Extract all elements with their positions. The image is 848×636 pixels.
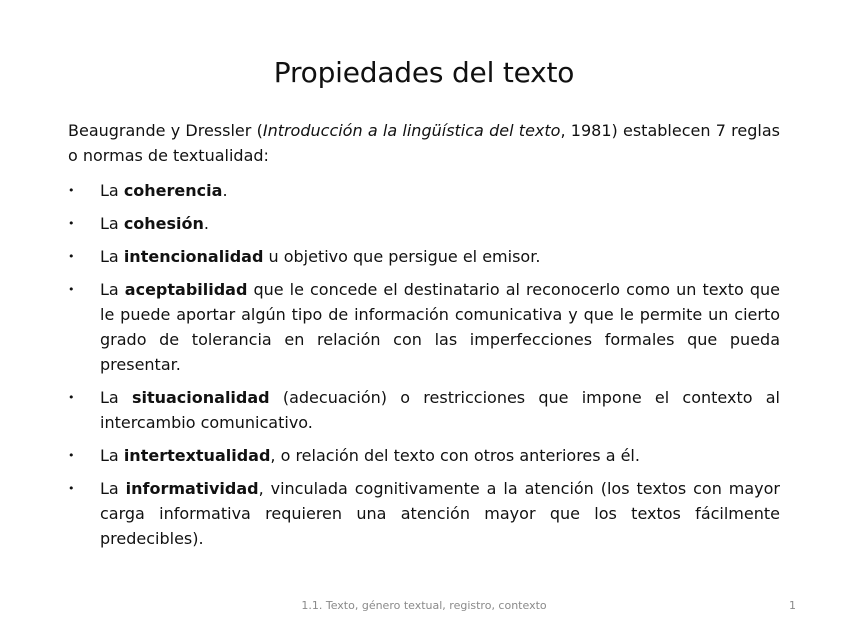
footer-section-title: 1.1. Texto, género textual, registro, contexto bbox=[301, 599, 547, 612]
list-item-aceptabilidad bbox=[68, 277, 780, 377]
list-item-intertextualidad bbox=[68, 443, 780, 468]
item-description: que le concede el destinatario al reconocerlo como un texto que le puede aportar algún tipo de información comunicativa y que le permite un cierto grado de tolerancia en relación con las imperfecciones formales que pueda presentar. bbox=[100, 280, 780, 374]
list-item-situacionalidad bbox=[68, 385, 780, 435]
list-item-intencionalidad bbox=[68, 244, 780, 269]
list-item-coherencia bbox=[68, 178, 780, 203]
item-prefix: La bbox=[100, 479, 126, 498]
bullet-icon: • bbox=[68, 391, 75, 404]
item-prefix: La bbox=[100, 280, 125, 299]
bullet-icon: • bbox=[68, 184, 75, 197]
textuality-norms-list bbox=[68, 178, 780, 551]
item-term: coherencia bbox=[123, 181, 223, 200]
item-description: . bbox=[203, 214, 210, 233]
page-number: 1 bbox=[789, 599, 796, 612]
item-prefix: La bbox=[100, 247, 124, 266]
item-prefix: La bbox=[100, 181, 124, 200]
item-prefix: La bbox=[100, 446, 124, 465]
item-term: aceptabilidad bbox=[124, 280, 248, 299]
item-prefix: La bbox=[100, 388, 132, 407]
item-term: informatividad bbox=[125, 479, 259, 498]
item-term: intertextualidad bbox=[123, 446, 271, 465]
intro-text-end: , 1981) establecen 7 reglas o normas de textualidad: bbox=[68, 121, 780, 165]
item-term: cohesión bbox=[123, 214, 204, 233]
bullet-icon: • bbox=[68, 283, 75, 296]
bullet-icon: • bbox=[68, 250, 75, 263]
item-description: , o relación del texto con otros anteriores a él. bbox=[270, 446, 640, 465]
bullet-icon: • bbox=[68, 217, 75, 230]
list-item-cohesion bbox=[68, 211, 780, 236]
cited-work-title: Introducción a la lingüística del texto bbox=[262, 121, 561, 140]
item-description: u objetivo que persigue el emisor. bbox=[263, 247, 541, 266]
item-description: , vinculada cognitivamente a la atención (los textos con mayor carga informativa requieren una atención mayor que los textos fácilmente predecibles). bbox=[100, 479, 781, 548]
item-term: intencionalidad bbox=[123, 247, 264, 266]
slide-body bbox=[68, 118, 780, 559]
bullet-icon: • bbox=[68, 449, 75, 462]
item-term: situacionalidad bbox=[131, 388, 270, 407]
bullet-icon: • bbox=[68, 482, 75, 495]
intro-text-start: Beaugrande y Dressler ( bbox=[68, 121, 263, 140]
intro-paragraph bbox=[68, 118, 780, 168]
item-description: (adecuación) o restricciones que impone el contexto al intercambio comunicativo. bbox=[100, 388, 781, 432]
list-item-informatividad bbox=[68, 476, 780, 551]
item-prefix: La bbox=[100, 214, 124, 233]
item-description: . bbox=[222, 181, 228, 200]
slide-title: Propiedades del texto bbox=[273, 56, 575, 89]
